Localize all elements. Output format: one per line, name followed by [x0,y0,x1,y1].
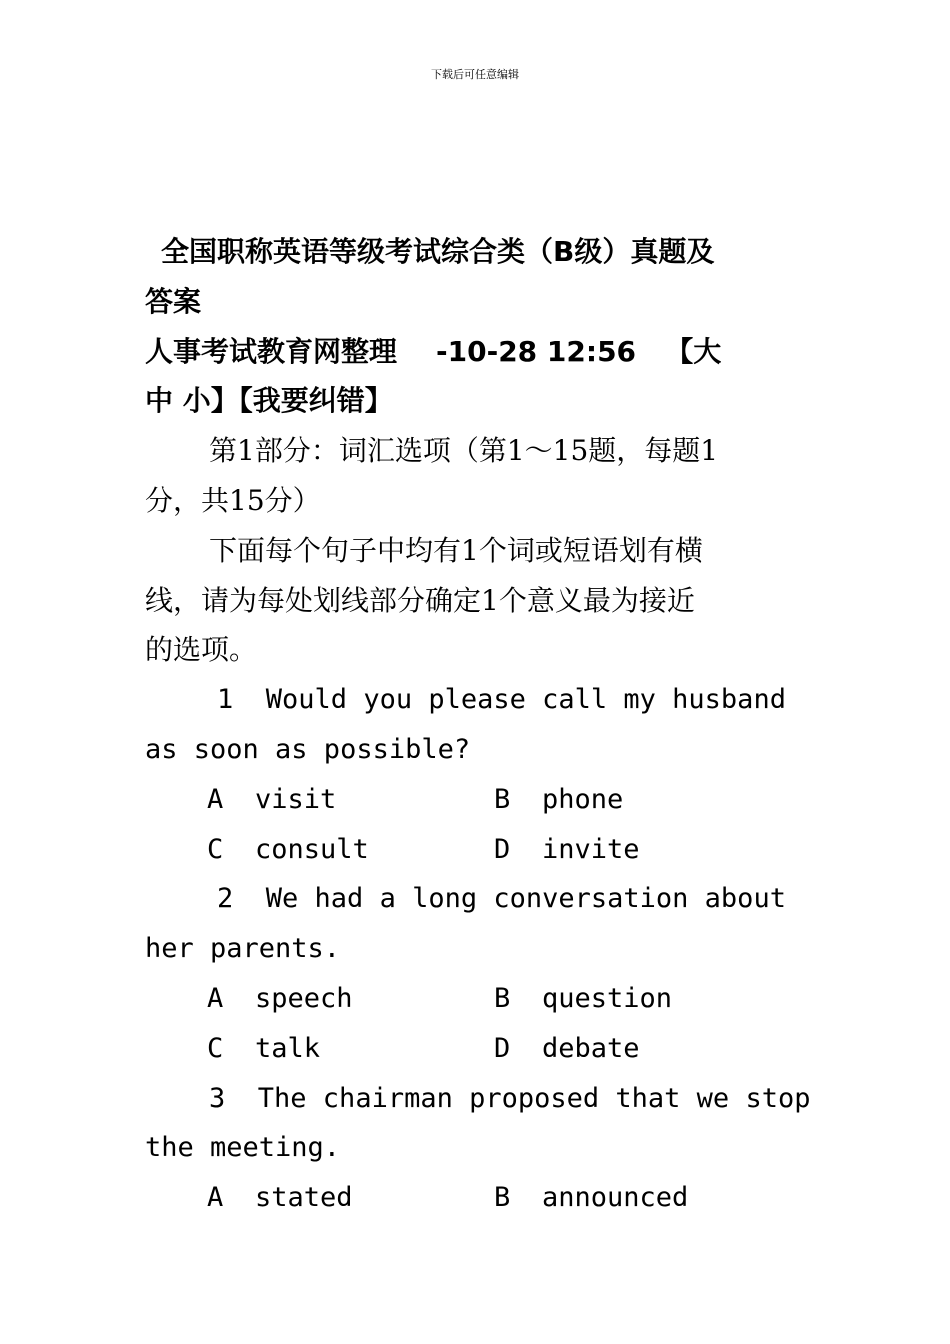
document-title-line-2: 答案 [145,284,202,318]
question-2-line-1 [145,874,807,924]
instructions-line-3: 的选项。 [145,633,258,667]
option-text: talk [255,1032,321,1064]
question-number: 2 [217,883,234,915]
page-header-note: 下载后可任意编辑 [431,68,519,81]
document-title-line-1: 全国职称英语等级考试综合类（B级）真题及 [161,235,715,268]
part-heading-line-1: 第1部分：词汇选项（第1～15题，每题1 [209,434,719,468]
option-letter: A [207,783,224,815]
option-text: speech [255,982,353,1014]
question-2-line-2: her parents. [145,933,341,965]
option-letter: B [494,783,511,815]
option-letter: D [494,833,511,865]
option-letter: B [494,1182,511,1214]
option-text: consult [255,833,369,865]
instructions-line-1: 下面每个句子中均有1个词或短语划有横 [209,533,703,567]
option-text: visit [255,783,337,815]
question-text: The chairman proposed that we stop [257,1082,811,1114]
option-text: phone [542,783,624,815]
instructions-line-2: 线，请为每处划线部分确定1个意义最为接近 [145,583,695,617]
question-1-line-1 [145,675,807,725]
question-2-options-row-1 [145,974,807,1024]
option-letter: D [494,1032,511,1064]
document-body [145,227,811,1223]
option-letter: A [207,982,224,1014]
option-text: question [542,982,673,1014]
option-letter: C [207,1032,224,1064]
option-text: announced [542,1182,689,1214]
question-number: 3 [209,1082,226,1114]
question-number: 1 [217,684,234,716]
question-3-line-1 [145,1074,811,1124]
question-3-line-2: the meeting. [145,1132,341,1164]
option-letter: A [207,1182,224,1214]
question-1-line-2: as soon as possible? [145,733,471,765]
option-text: debate [542,1032,640,1064]
option-text: stated [255,1182,353,1214]
source-line-2: 中 小】【我要纠错】 [145,384,393,418]
question-text: We had a long conversation about [265,883,786,915]
part-heading-line-2: 分，共15分） [145,483,321,517]
question-1-options-row-2 [145,825,807,875]
question-3-options-row-1 [145,1173,807,1223]
option-letter: B [494,982,511,1014]
question-2-options-row-2 [145,1024,807,1074]
option-letter: C [207,833,224,865]
option-text: invite [542,833,640,865]
source-line-1: 人事考试教育网整理 -10-28 12:56 【大 [145,334,722,368]
question-1-options-row-1 [145,775,807,825]
question-text: Would you please call my husband [265,684,786,716]
